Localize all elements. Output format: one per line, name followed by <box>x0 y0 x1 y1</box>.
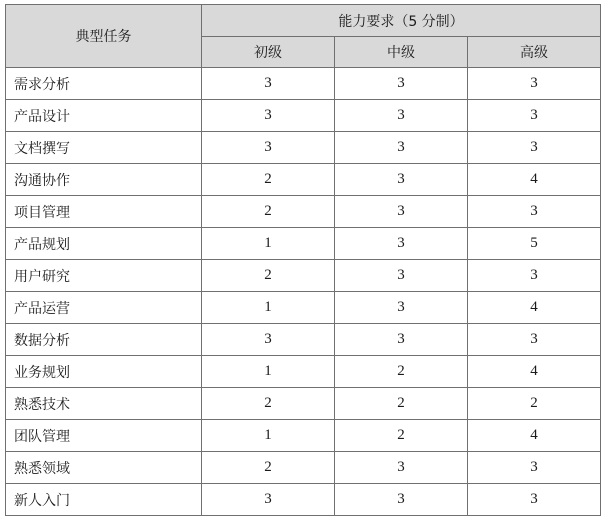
score-cell-middle: 3 <box>335 324 468 356</box>
table-row <box>6 132 601 164</box>
score-cell-middle: 3 <box>335 260 468 292</box>
table-row <box>6 164 601 196</box>
score-cell-senior: 4 <box>468 420 601 452</box>
score-cell-senior: 3 <box>468 324 601 356</box>
table-row <box>6 260 601 292</box>
score-cell-middle: 3 <box>335 164 468 196</box>
table-row <box>6 388 601 420</box>
score-cell-junior: 1 <box>202 420 335 452</box>
score-cell-middle: 3 <box>335 228 468 260</box>
score-cell-middle: 3 <box>335 292 468 324</box>
score-cell-junior: 1 <box>202 356 335 388</box>
task-name-cell: 团队管理 <box>6 420 202 452</box>
task-name-cell: 需求分析 <box>6 68 202 100</box>
score-cell-senior: 3 <box>468 260 601 292</box>
ability-requirements-table <box>5 4 601 516</box>
task-name-cell: 新人入门 <box>6 484 202 516</box>
score-cell-senior: 2 <box>468 388 601 420</box>
task-name-cell: 数据分析 <box>6 324 202 356</box>
score-cell-senior: 3 <box>468 452 601 484</box>
score-cell-junior: 3 <box>202 324 335 356</box>
header-level-middle: 中级 <box>335 37 468 68</box>
score-cell-junior: 2 <box>202 164 335 196</box>
task-name-cell: 产品设计 <box>6 100 202 132</box>
header-ability-requirement: 能力要求（5 分制） <box>202 5 601 37</box>
table-row <box>6 228 601 260</box>
score-cell-junior: 3 <box>202 68 335 100</box>
table-row <box>6 484 601 516</box>
table-row <box>6 292 601 324</box>
task-name-cell: 项目管理 <box>6 196 202 228</box>
header-level-junior: 初级 <box>202 37 335 68</box>
score-cell-senior: 4 <box>468 164 601 196</box>
table-body <box>6 68 601 516</box>
score-cell-junior: 2 <box>202 196 335 228</box>
table-row <box>6 196 601 228</box>
score-cell-middle: 3 <box>335 100 468 132</box>
score-cell-middle: 3 <box>335 452 468 484</box>
score-cell-junior: 2 <box>202 388 335 420</box>
score-cell-junior: 1 <box>202 228 335 260</box>
score-cell-middle: 3 <box>335 196 468 228</box>
score-cell-senior: 4 <box>468 292 601 324</box>
header-typical-task: 典型任务 <box>6 5 202 68</box>
score-cell-senior: 3 <box>468 196 601 228</box>
table-row <box>6 452 601 484</box>
task-name-cell: 沟通协作 <box>6 164 202 196</box>
header-level-senior: 高级 <box>468 37 601 68</box>
score-cell-senior: 3 <box>468 132 601 164</box>
score-cell-junior: 3 <box>202 132 335 164</box>
task-name-cell: 业务规划 <box>6 356 202 388</box>
score-cell-junior: 2 <box>202 260 335 292</box>
table-row <box>6 356 601 388</box>
score-cell-senior: 4 <box>468 356 601 388</box>
task-name-cell: 产品运营 <box>6 292 202 324</box>
task-name-cell: 用户研究 <box>6 260 202 292</box>
table-header <box>6 5 601 68</box>
score-cell-junior: 2 <box>202 452 335 484</box>
task-name-cell: 熟悉技术 <box>6 388 202 420</box>
score-cell-junior: 1 <box>202 292 335 324</box>
score-cell-senior: 5 <box>468 228 601 260</box>
table-row <box>6 324 601 356</box>
score-cell-middle: 3 <box>335 484 468 516</box>
task-name-cell: 熟悉领域 <box>6 452 202 484</box>
score-cell-senior: 3 <box>468 100 601 132</box>
ability-table-container <box>5 4 601 516</box>
score-cell-junior: 3 <box>202 100 335 132</box>
score-cell-middle: 3 <box>335 68 468 100</box>
score-cell-middle: 3 <box>335 132 468 164</box>
score-cell-senior: 3 <box>468 484 601 516</box>
table-row <box>6 68 601 100</box>
score-cell-middle: 2 <box>335 388 468 420</box>
score-cell-middle: 2 <box>335 420 468 452</box>
table-row <box>6 420 601 452</box>
score-cell-senior: 3 <box>468 68 601 100</box>
task-name-cell: 产品规划 <box>6 228 202 260</box>
table-row <box>6 100 601 132</box>
score-cell-junior: 3 <box>202 484 335 516</box>
score-cell-middle: 2 <box>335 356 468 388</box>
task-name-cell: 文档撰写 <box>6 132 202 164</box>
